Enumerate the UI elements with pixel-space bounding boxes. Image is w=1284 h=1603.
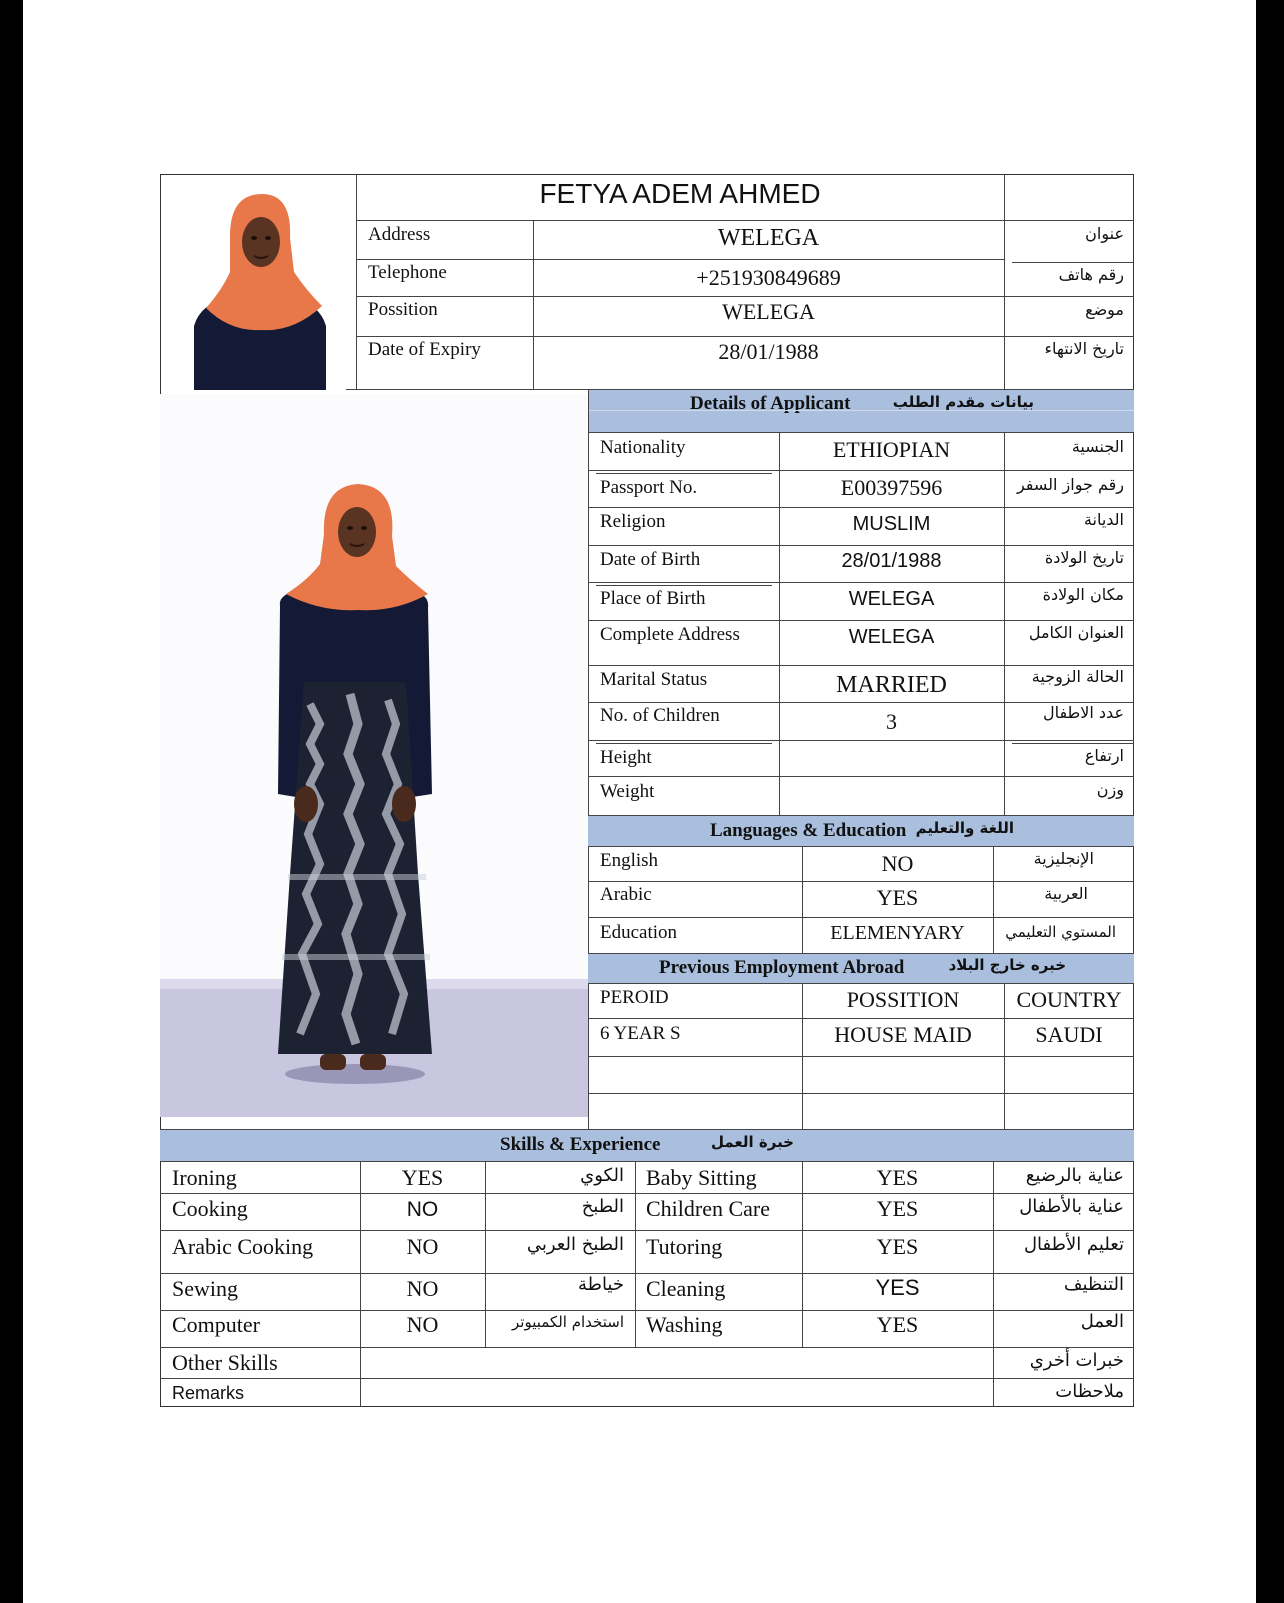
details-title-ar: بيانات مقدم الطلب (892, 393, 1034, 411)
children-care-label-ar: عناية بالأطفال (1019, 1196, 1124, 1217)
nationality-value: ETHIOPIAN (832, 437, 951, 462)
complete-address-label: Complete Address (600, 624, 740, 645)
position-value: WELEGA (722, 299, 815, 324)
arabic-cooking-value: NO (406, 1234, 439, 1259)
children-label: No. of Children (600, 705, 720, 726)
dob-label-ar: تاريخ الولادة (1044, 548, 1124, 567)
pob-label-ar: مكان الولادة (1042, 585, 1124, 604)
period-column-header: PEROID (600, 987, 669, 1008)
position-label-ar: موضع (1085, 300, 1124, 319)
education-value: ELEMENYARY (830, 922, 965, 944)
washing-value: YES (876, 1312, 919, 1337)
english-label: English (600, 850, 659, 871)
children-care-value: YES (876, 1196, 919, 1221)
expiry-label: Date of Expiry (368, 339, 481, 360)
telephone-value: +251930849689 (696, 265, 841, 290)
arabic-cooking-label: Arabic Cooking (172, 1234, 314, 1259)
sewing-value: NO (406, 1276, 439, 1301)
cooking-label-ar: الطبخ (581, 1196, 624, 1217)
computer-label-ar: استخدام الكمبيوتر (512, 1313, 624, 1331)
dob-label: Date of Birth (600, 549, 701, 570)
languages-title: Languages & Education (710, 820, 907, 841)
ironing-label: Ironing (172, 1165, 237, 1190)
pob-label: Place of Birth (600, 588, 706, 609)
marital-status-value: MARRIED (836, 672, 947, 698)
cooking-label: Cooking (172, 1196, 248, 1221)
country-column-header: COUNTRY (1016, 987, 1122, 1012)
children-care-label: Children Care (646, 1196, 771, 1221)
passport-label: Passport No. (600, 477, 698, 498)
details-title: Details of Applicant (690, 393, 851, 414)
weight-label-ar: وزن (1096, 780, 1124, 799)
computer-label: Computer (172, 1312, 260, 1337)
expiry-label-ar: تاريخ الانتهاء (1044, 339, 1124, 358)
passport-value: E00397596 (840, 475, 943, 500)
passport-label-ar: رقم جواز السفر (1016, 475, 1124, 494)
sewing-label-ar: خياطة (577, 1274, 624, 1295)
arabic-label: Arabic (600, 884, 652, 905)
ironing-value: YES (401, 1165, 444, 1190)
tutoring-label-ar: تعليم الأطفال (1023, 1234, 1124, 1255)
nationality-label: Nationality (600, 437, 686, 458)
applicant-name: FETYA ADEM AHMED (539, 178, 821, 209)
children-label-ar: عدد الاطفال (1042, 703, 1124, 722)
details-section-header (588, 389, 1134, 433)
arabic-value: YES (876, 885, 919, 910)
employment-period: 6 YEAR S (600, 1023, 681, 1044)
employment-title-ar: خبره خارج البلاد (948, 956, 1066, 974)
telephone-label: Telephone (368, 262, 447, 283)
ironing-label-ar: الكوي (580, 1165, 624, 1186)
other-skills-label: Other Skills (172, 1350, 278, 1375)
skills-title-ar: خبرة العمل (710, 1133, 794, 1151)
telephone-label-ar: رقم هاتف (1058, 265, 1124, 284)
english-value: NO (881, 851, 914, 876)
washing-label-ar: العمل (1080, 1311, 1124, 1332)
languages-title-ar: اللغة والتعليم (915, 819, 1014, 837)
remarks-label: Remarks (172, 1383, 245, 1403)
cleaning-label-ar: التنظيف (1063, 1274, 1124, 1295)
applicant-full-photo (160, 394, 588, 1117)
religion-value: MUSLIM (852, 513, 931, 535)
height-label-ar: ارتفاع (1084, 746, 1124, 765)
marital-status-label: Marital Status (600, 669, 708, 690)
address-label: Address (368, 224, 431, 245)
pob-value: WELEGA (848, 588, 935, 610)
position-column-header: POSSITION (846, 987, 960, 1012)
arabic-cooking-label-ar: الطبخ العربي (526, 1234, 624, 1255)
cooking-value: NO (406, 1198, 439, 1221)
weight-label: Weight (600, 781, 655, 802)
position-label: Possition (368, 299, 438, 320)
complete-address-value: WELEGA (848, 626, 935, 648)
baby-sitting-value: YES (876, 1165, 919, 1190)
washing-label: Washing (646, 1312, 723, 1337)
baby-sitting-label-ar: عناية بالرضيع (1025, 1165, 1124, 1186)
tutoring-label: Tutoring (646, 1234, 723, 1259)
arabic-label-ar: العربية (1044, 884, 1088, 903)
nationality-label-ar: الجنسية (1071, 437, 1124, 456)
expiry-value: 28/01/1988 (718, 339, 819, 364)
children-value: 3 (886, 709, 897, 734)
height-label: Height (600, 747, 652, 768)
baby-sitting-label: Baby Sitting (646, 1165, 757, 1190)
religion-label-ar: الديانة (1083, 510, 1124, 529)
cleaning-label: Cleaning (646, 1276, 726, 1301)
applicant-portrait-photo (190, 186, 332, 390)
complete-address-label-ar: العنوان الكامل (1028, 623, 1124, 642)
cleaning-value: YES (875, 1275, 920, 1300)
remarks-label-ar: ملاحظات (1055, 1381, 1124, 1402)
other-skills-label-ar: خبرات أخري (1029, 1350, 1124, 1371)
sewing-label: Sewing (172, 1276, 238, 1301)
tutoring-value: YES (876, 1234, 919, 1259)
employment-title: Previous Employment Abroad (659, 957, 905, 978)
english-label-ar: الإنجليزية (1033, 849, 1094, 868)
skills-title: Skills & Experience (500, 1134, 661, 1155)
marital-status-label-ar: الحالة الزوجية (1031, 667, 1124, 686)
religion-label: Religion (600, 511, 666, 532)
education-label: Education (600, 922, 678, 943)
computer-value: NO (406, 1312, 439, 1337)
employment-country: SAUDI (1035, 1022, 1103, 1047)
address-label-ar: عنوان (1085, 224, 1124, 243)
education-label-ar: المستوي التعليمي (1005, 923, 1116, 941)
employment-position: HOUSE MAID (834, 1022, 972, 1047)
address-value: WELEGA (717, 225, 820, 251)
dob-value: 28/01/1988 (841, 550, 942, 572)
